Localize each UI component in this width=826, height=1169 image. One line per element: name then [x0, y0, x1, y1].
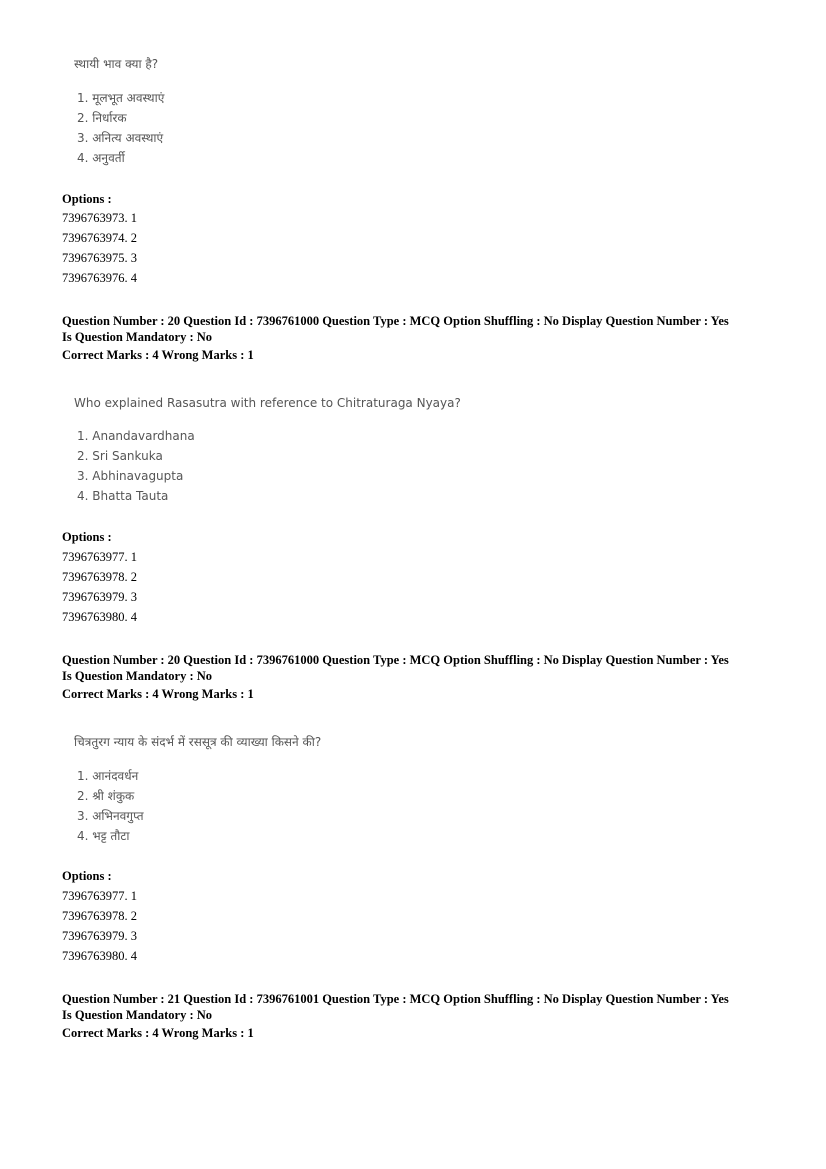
options-label: Options : [62, 192, 112, 206]
question-text: स्थायी भाव क्या है? [74, 57, 159, 71]
question-header: Question Number : 21 Question Id : 7396761001 Question Type : MCQ Option Shuffling : No Display Question Number : Yes [62, 992, 729, 1006]
question-text: चित्रतुरग न्याय के संदर्भ में रससूत्र की व्याख्या किसने की? [74, 735, 322, 749]
question-option: 2. निर्धारक [77, 111, 127, 125]
option-line: 7396763973. 1 [62, 211, 137, 225]
option-line: 7396763978. 2 [62, 570, 137, 584]
question-mandatory: Is Question Mandatory : No [62, 669, 213, 683]
question-option: 2. Sri Sankuka [77, 449, 163, 463]
question-option: 4. Bhatta Tauta [77, 489, 169, 503]
option-line: 7396763978. 2 [62, 909, 137, 923]
option-line: 7396763975. 3 [62, 251, 137, 265]
option-line: 7396763977. 1 [62, 889, 137, 903]
option-line: 7396763976. 4 [62, 271, 137, 285]
question-option: 2. श्री शंकुक [77, 789, 135, 803]
question-mandatory: Is Question Mandatory : No [62, 1008, 213, 1022]
question-image [66, 730, 426, 848]
question-text: Who explained Rasasutra with reference to Chitraturaga Nyaya? [74, 396, 461, 410]
question-option: 1. आनंदवर्धन [77, 769, 139, 783]
option-line: 7396763974. 2 [62, 231, 137, 245]
question-marks: Correct Marks : 4 Wrong Marks : 1 [62, 348, 254, 362]
option-line: 7396763979. 3 [62, 590, 137, 604]
question-option: 3. अनित्य अवस्थाएं [77, 131, 164, 145]
question-mandatory: Is Question Mandatory : No [62, 330, 213, 344]
question-image [66, 52, 386, 168]
question-header: Question Number : 20 Question Id : 7396761000 Question Type : MCQ Option Shuffling : No Display Question Number : Yes [62, 314, 729, 328]
option-line: 7396763979. 3 [62, 929, 137, 943]
question-header: Question Number : 20 Question Id : 7396761000 Question Type : MCQ Option Shuffling : No Display Question Number : Yes [62, 653, 729, 667]
question-marks: Correct Marks : 4 Wrong Marks : 1 [62, 1026, 254, 1040]
option-line: 7396763980. 4 [62, 949, 137, 963]
question-option: 3. Abhinavagupta [77, 469, 184, 483]
options-label: Options : [62, 530, 112, 544]
options-label: Options : [62, 869, 112, 883]
option-line: 7396763977. 1 [62, 550, 137, 564]
option-line: 7396763980. 4 [62, 610, 137, 624]
question-option: 4. अनुवर्ती [77, 151, 125, 165]
question-option: 1. मूलभूत अवस्थाएं [77, 91, 165, 105]
question-image [66, 390, 486, 508]
question-option: 3. अभिनवगुप्त [77, 809, 144, 823]
question-option: 4. भट्ट तौटा [77, 829, 130, 843]
question-option: 1. Anandavardhana [77, 429, 195, 443]
question-marks: Correct Marks : 4 Wrong Marks : 1 [62, 687, 254, 701]
